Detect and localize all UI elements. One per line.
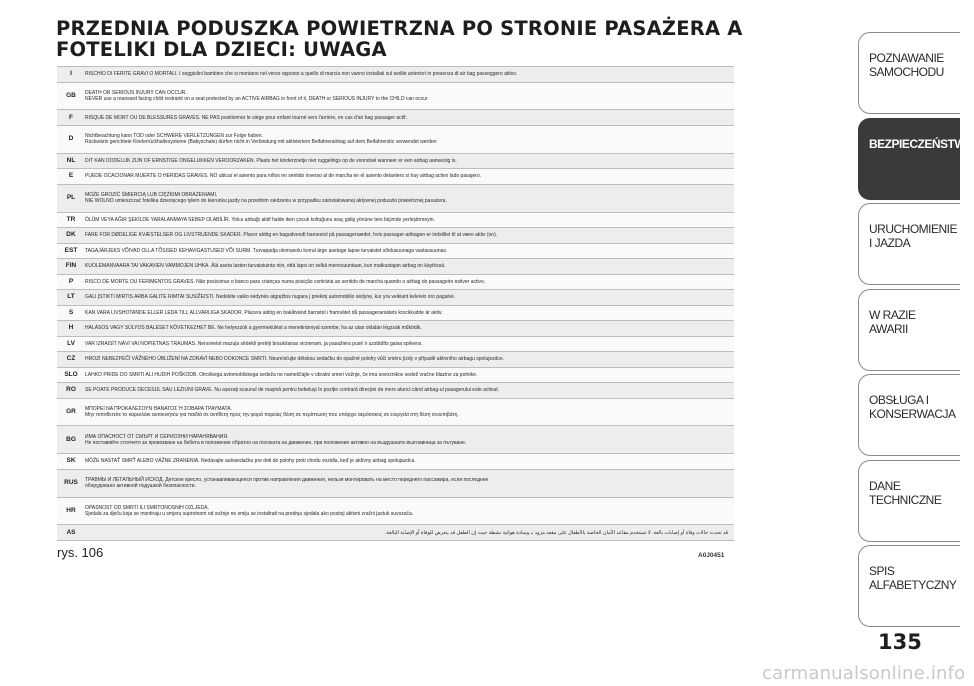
warning-line: RISCO DE MORTE OU FERIMENTOS GRAVES. Não posicionar o banco para crianças numa posição contrária ao sentido de marcha quando o airbag do passageiro estiver activo. (85, 278, 486, 285)
warning-text (85, 90, 734, 102)
warning-line: RISQUE DE MORT OU DE BLESSURES GRAVES. NE PAS positionner le siège pour enfant tourné vers l'arrière, en cas d'air bag passager actif. (85, 114, 407, 121)
language-code: E (68, 172, 74, 180)
warning-line: OPASNOST OD SMRTI ILI SMRTONOSNIH OZLJEDA. (85, 504, 210, 511)
language-code: TR (66, 215, 76, 223)
warning-line: KUOLEMANVAARA TAI VAKAVIEN VAMMOJEN UHKA. Älä aseta lasten turvaistuinta niin, että lapsi on selkä menosuuntaan, kun matkustajan airbag on käytössä. (85, 263, 446, 270)
language-code: AS (66, 528, 76, 536)
warning-text (85, 530, 734, 536)
warning-text (85, 158, 734, 164)
warning-row (57, 110, 734, 126)
language-code: LT (67, 293, 75, 301)
warning-text (85, 279, 734, 285)
warning-row (57, 213, 734, 229)
chapter-tab[interactable]: SPIS ALFABETYCZNY (858, 545, 960, 627)
figure-caption: rys. 106 (57, 545, 104, 560)
chapter-tab[interactable]: BEZPIECZEŃSTWO (858, 118, 960, 200)
warning-line: LAHKO PRIDE DO SMRTI ALI HUDIH POŠKODB. Otroškega avtomobilskega sedeža ne nameščajte v obratni smeri vožnje, če ima sovoznikov sedež vračne blazine za potnike. (85, 371, 478, 378)
warning-line: NIE WOLNO umieszczać fotelika dziecięcego tyłem do kierunku jazdy na przednim siedzeniu w przypadku zainstalowanej aktywnej poduszki powietrznej pasażera. (85, 198, 447, 205)
language-code: PL (66, 194, 76, 202)
warning-row (57, 259, 734, 275)
warning-row (57, 126, 734, 154)
chapter-tab[interactable]: DANE TECHNICZNE (858, 460, 960, 542)
warning-row (57, 426, 734, 454)
warning-text (85, 173, 734, 179)
language-code: I (70, 70, 72, 78)
watermark: carmanualsonline.info (762, 663, 966, 684)
warning-line: GALI ĮSTIKTI MIRTIS ARBA GALITE RIMTAI SUSIŽEISTI. Nedėkite vaiko sėdynės atgręžtos nugara į priekinį automobilio sėdynę, kur yra veikiant keleivio oro pagalvė. (85, 294, 456, 301)
warning-row (57, 337, 734, 353)
warning-line: ÖLÜM VEYA AĞIR ŞEKİLDE YARALANMAYA SEBEP OLABİLİR. Yolcu airbağı aktif halde iken çocuk koltuğunu araç gidiş yönüne ters biçimde yerleştirmeyin. (85, 216, 435, 223)
warning-text (85, 325, 734, 331)
warning-text (85, 505, 734, 517)
warning-text (85, 387, 734, 393)
language-code: RO (66, 386, 76, 394)
language-code: NL (66, 156, 76, 164)
warning-line: Не поставяйте столчето за превозване на бебета в положение обратно на посоката на движение, при положение активно на въздушната възглавница за пътуване. (85, 439, 467, 446)
warning-row (57, 185, 734, 213)
language-code: SK (66, 457, 76, 465)
warning-text (85, 263, 734, 269)
language-code: F (69, 113, 73, 121)
warning-line: DEATH OR SERIOUS INJURY CAN OCCUR. (85, 89, 187, 96)
language-code: HR (66, 506, 76, 514)
warning-text (85, 310, 734, 316)
warning-row (57, 368, 734, 384)
language-code: H (68, 324, 74, 332)
warning-text (85, 372, 734, 378)
warning-line: Μην τοποθετείτε το καρεκλάκι αυτοκινήτου για παιδιά σε αντίθετη προς την φορά πορείας θέση σε περίπτωση που υπάρχει αερόσακος σε ενεργεία στη θέση συνεπιβάτη. (85, 411, 459, 418)
warning-line: KAN VARA LIVSHOTANDE ELLER LEDA TILL ALLVARLIGA SKADOR. Placera aldrig en bakåtvänd barnstol i framsätet då passagerarsätets krockkudde är aktiv. (85, 309, 443, 316)
warning-line: NEVER use a rearward facing child restraint on a seat protected by an ACTIVE AIRBAG in front of it, DEATH or SERIOUS INJURY to the CHILD can occur (85, 95, 428, 102)
warning-text (85, 477, 734, 489)
language-code: D (68, 135, 74, 143)
language-code: BG (66, 435, 76, 443)
warning-line: MÔŽE NASTAŤ SMRŤ ALEBO VÁŽNE ZRANENIA. Nedávajte autosedačku pre deti do polohy proti chodu vozidla, keď je aktívny airbag spolujazdca. (85, 458, 416, 465)
warning-row (57, 244, 734, 260)
warning-text (85, 356, 734, 362)
warning-line: Sjedala za dječu koja se montiraju u smjeru suprotnom od vožnje ne smiju se instalirati na prednja sjedala ako postoji aktivni zračni jastuk suvozača. (85, 510, 414, 517)
chapter-tab[interactable]: OBSŁUGA I KONSERWACJA (858, 374, 960, 456)
warning-row (57, 169, 734, 185)
warning-row (57, 228, 734, 244)
page-title: PRZEDNIA PODUSZKA POWIETRZNA PO STRONIE PASAŻERA A FOTELIKI DLA DZIECI: UWAGA (56, 17, 743, 61)
warning-line: Nichtbeachtung kann TOD oder SCHWERE VERLETZUNGEN zur Folge haben. (85, 133, 263, 140)
warning-row (57, 306, 734, 322)
language-code: GB (66, 91, 76, 99)
warning-row (57, 67, 734, 83)
warning-text (85, 294, 734, 300)
language-code: SLO (64, 370, 78, 378)
warning-line: SE POATE PRODUCE DECESUL SAU LEZIUNI GRAVE. Nu așezați scaunul de mașină pentru bebeluși în poziție contrară direcției de mers atunci când airbag-ul pasagerului este activat. (85, 387, 499, 394)
warning-text (85, 192, 734, 204)
warning-row (57, 154, 734, 170)
warning-text (85, 341, 734, 347)
chapter-tab[interactable]: POZNAWANIE SAMOCHODU (858, 32, 960, 114)
warning-text (85, 133, 734, 145)
warning-row (57, 290, 734, 306)
language-code: P (68, 277, 74, 285)
warning-row (57, 399, 734, 427)
warning-line: HALÁSOS VAGY SÚLYOS BALESET KÖVETKEZHET BE. Ne helyezzük a gyermekülést a menetiránnyal szembe, ha az utas oldalán légzsák működik. (85, 325, 422, 332)
language-code: DK (66, 231, 76, 239)
warning-text (85, 458, 734, 464)
warning-line: ТРАВМЫ И ЛЕТАЛЬНЫЙ ИСХОД. Детское кресло, устанавливающееся против направления движения, нельзя монтировать на место переднего пассажира, если последнее (85, 477, 489, 484)
warning-line: ИМА ОПАСНОСТ ОТ СМЪРТ И СЕРИОЗНИ НАРАНЯВАНИЯ. (85, 433, 229, 440)
warning-line: DIT KAN DODELIJK ZIJN OF ERNSTIGE ONGELUKKEN VEROORZAKEN. Plaats het kinderzoetje niet ruggelings op de voorstoel wanneer er een airbag aanwezig is. (85, 157, 457, 164)
warning-line: قد تحدث حالات وفاة أو إصابات بالغة. لا تستخدم مقاعد الأمان الخاصة بالأطفال على مقعد مزود بـ وسادة هوائية نشطة حيث إن الطفل قد يتعرض للوفاة أو الإصابة البالغة. (384, 529, 728, 536)
warning-text (85, 232, 734, 238)
warning-row (57, 83, 734, 111)
airbag-warning-table (57, 66, 734, 541)
warning-line: FARE FOR DØDELIGE KVÆSTELSER OG LIVSTRUENDE SKADER. Placer aldrig en bagudvendt barnestol på passagersædet, hvis passager-airbagen er indstillet til at være aktiv (on). (85, 232, 498, 239)
warning-row (57, 383, 734, 399)
warning-line: RISCHIO DI FERITE GRAVI O MORTALI. I seggiolini bambino che si montano nel verso opposto a quello di marcia non vanno installati sul sedile anteriori in presenza di air bag passeggero attivo. (85, 71, 518, 78)
warning-row (57, 321, 734, 337)
warning-line: ΜΠΟΡΕΙ ΝΑ ΠΡΟΚΑΛΕΣΟΥΝ ΘΑΝΑΤΟΣ Ή ΣΟΒΑΡΑ ΤΡΑΥΜΑΤΑ. (85, 405, 232, 412)
language-code: RUS (64, 479, 78, 487)
warning-row (57, 498, 734, 526)
warning-line: VAR IZRAISĪT NĀVI VAI NOPIETNAS TRAUMAS. Nenovietot mazuļa sēdekli pretēji braukšanas virzienam, ja pasažiera pusē ir uzstādīts gaisa spilvens. (85, 340, 423, 347)
warning-row (57, 454, 734, 470)
warning-row (57, 525, 734, 541)
figure-code: A0J0451 (698, 552, 725, 559)
warning-text (85, 217, 734, 223)
warning-line: Rückwärts gerichtete Kinderrückhaltesysteme (Babyschale) dürfen nicht in Verbindung mit aktiviertem Beifahrerairbag auf dem Beifahrersitz verwendet werden (85, 139, 437, 146)
language-code: GR (66, 407, 76, 415)
warning-text (85, 434, 734, 446)
warning-row (57, 352, 734, 368)
warning-row (57, 275, 734, 291)
language-code: FIN (65, 262, 77, 270)
page-number: 135 (878, 630, 922, 654)
language-code: S (68, 308, 74, 316)
warning-text (85, 406, 734, 418)
warning-text (85, 71, 734, 77)
warning-line: MOŻE GROZIĆ ŚMIERCIĄ LUB CIĘŻKIMI OBRAŻENIAMI. (85, 192, 218, 199)
language-code: LV (67, 339, 75, 347)
warning-text (85, 248, 734, 254)
chapter-tab[interactable]: URUCHOMIENIE I JAZDA (858, 203, 960, 285)
chapter-tabs (858, 32, 974, 631)
warning-line: TAGAJÄRJEKS VÕIVAD OLLA TÕSISED KEHAVIGASTUSED VÕI SURM. Turvapadja olemasolu korral ärge asetage lapse turvaistet sõidusuunaga vastassuunas. (85, 247, 448, 254)
warning-line: оборудовано активной подушкой безопасности. (85, 483, 196, 490)
warning-line: PUEDE OCACIONAR MUERTE O HERIDAS GRAVES. NO ubicar el asiento para niños en sentido inverso al de marcha en el asiento delantero si hay airbag activo lado pasajero. (85, 173, 482, 180)
warning-line: HROZÍ NEBEZPEČÍ VÁŽNÉHO ÚBLIŽENÍ NA ZDRAVÍ NEBO DOKONCE SMRTI. Neumísťujte dětskou sedačku do opačné polohy vůči směru jízdy v případě aktivního airbagu spolujezdce. (85, 356, 505, 363)
language-code: EST (64, 246, 78, 254)
warning-row (57, 470, 734, 498)
chapter-tab[interactable]: W RAZIE AWARII (858, 289, 960, 371)
language-code: CZ (66, 355, 76, 363)
warning-text (85, 115, 734, 121)
